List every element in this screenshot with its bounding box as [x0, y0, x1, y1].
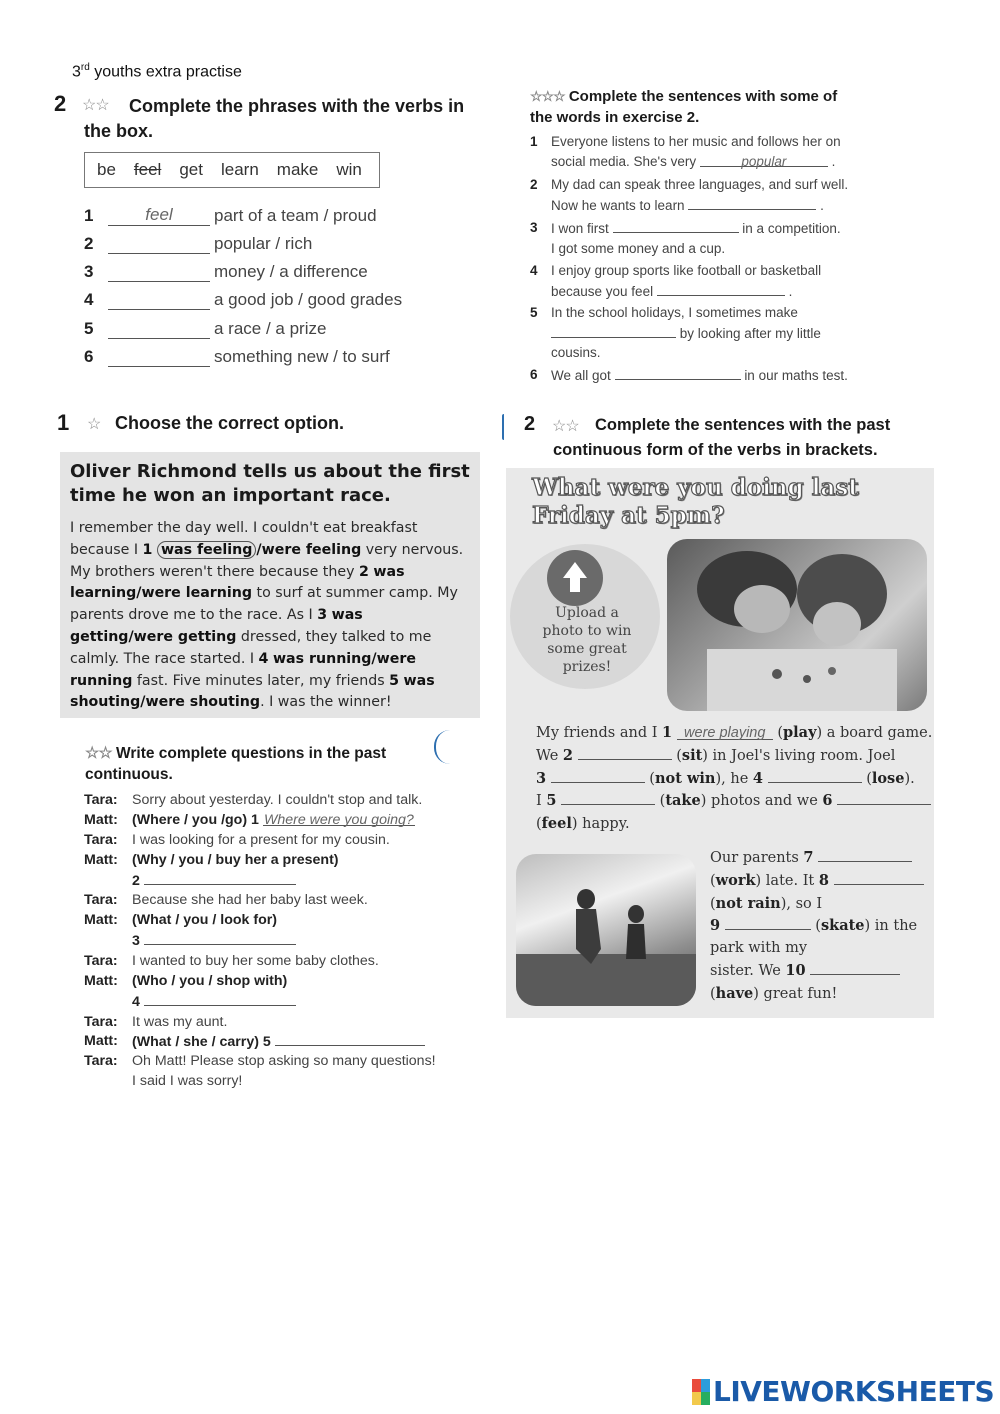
- difficulty-stars-icon: ☆☆☆: [530, 88, 565, 104]
- word-used: feel: [133, 160, 162, 179]
- board-game-photo: [667, 539, 927, 711]
- answer-field[interactable]: feel: [108, 206, 210, 226]
- answer-field[interactable]: Where were you going?: [263, 812, 414, 828]
- answer-field[interactable]: [144, 930, 296, 945]
- exercise-write-questions: [80, 735, 450, 1100]
- answer-field[interactable]: [108, 319, 210, 339]
- difficulty-stars-icon: ☆☆: [85, 745, 112, 762]
- divider: [434, 730, 452, 764]
- dialogue-line: Tara: I was looking for a present for my cousin.: [84, 832, 390, 848]
- story-text: I remember the day well. I couldn't eat breakfast because I 1 was feeling /were feeling very nervous. My brothers weren't there because they 2 was learning/were learning to surf at summer camp. My parents drove me to the race. As I 3 was getting/were getting dressed, they talked to me calmly. The race started. I 4 was running/were running fast. Five minutes later, my friends 5 was shouting/were shouting. I was the winner!: [70, 520, 464, 711]
- instruction: ☆☆ Write complete questions in the past: [85, 745, 387, 762]
- answer-field[interactable]: [275, 1031, 425, 1046]
- exercise-number: 2: [524, 413, 536, 435]
- banner-title: What were you doing last Friday at 5pm?: [532, 474, 859, 529]
- answer-field[interactable]: [818, 847, 912, 862]
- gap-text-2: Our parents 7 (work) late. It 8 (not rain), so I 9 (skate) in the park with my sister. We 10 (have) great fun!: [710, 847, 930, 1006]
- dialogue-line: Tara: I wanted to buy her some baby clothes.: [84, 953, 379, 969]
- story-box: [60, 452, 480, 718]
- answer-field[interactable]: [615, 365, 741, 380]
- dialogue-line: Tara: Because she had her baby last week.: [84, 892, 368, 908]
- difficulty-star-icon: ☆: [87, 416, 101, 433]
- word: get: [179, 160, 203, 179]
- option[interactable]: was learning/were learning: [70, 563, 405, 602]
- option[interactable]: were feeling: [261, 541, 362, 558]
- dialogue-line: Matt: (What / you / look for) 3: [84, 910, 454, 951]
- answer-field[interactable]: [613, 218, 739, 233]
- word: win: [336, 160, 362, 179]
- verb-word-box: [84, 152, 380, 188]
- answer-field[interactable]: [108, 347, 210, 367]
- difficulty-stars-icon: ☆☆: [82, 97, 109, 114]
- option[interactable]: was running/were running: [70, 650, 416, 689]
- answer-field[interactable]: [768, 768, 862, 783]
- upload-arrow-icon: [547, 550, 603, 606]
- list-item: 1 feel part of a team / proud: [84, 205, 377, 225]
- list-item: 3 I won first in a competition. I got some money and a cup.: [530, 220, 841, 256]
- answer-field[interactable]: [108, 234, 210, 254]
- list-item: 4 a good job / good grades: [84, 290, 403, 309]
- divider: [502, 414, 506, 440]
- answer-field[interactable]: [551, 768, 645, 783]
- answer-field[interactable]: popular: [700, 152, 828, 167]
- word: be: [97, 160, 116, 179]
- list-item: 5 In the school holidays, I sometimes make by looking after my little cousins.: [530, 305, 821, 360]
- page-title: 3rd youths extra practise: [72, 62, 242, 81]
- dialogue-line: Tara: Oh Matt! Please stop asking so many questions! I said I was sorry!: [84, 1053, 436, 1090]
- answer-field[interactable]: [834, 870, 924, 885]
- option[interactable]: was getting/were getting: [70, 607, 363, 645]
- instruction: Choose the correct option.: [115, 413, 345, 433]
- exercise-number: 1: [57, 410, 70, 435]
- word: make: [276, 160, 319, 179]
- list-item: 2 popular / rich: [84, 234, 313, 253]
- difficulty-stars-icon: ☆☆: [552, 418, 579, 435]
- answer-field[interactable]: [837, 790, 931, 805]
- instruction: ☆☆☆ Complete the sentences with some of: [530, 88, 838, 105]
- answer-field[interactable]: [578, 745, 672, 760]
- exercise-complete-sentences: [527, 84, 867, 384]
- exercise-number: 2: [54, 91, 67, 116]
- liveworksheets-logo: [692, 1375, 994, 1408]
- skating-photo: [516, 854, 696, 1006]
- list-item: 5 a race / a prize: [84, 319, 327, 338]
- option-selected[interactable]: was feeling: [157, 541, 256, 559]
- answer-field[interactable]: were playing: [677, 723, 773, 740]
- list-item: 6 We all got in our maths test.: [530, 367, 848, 383]
- answer-field[interactable]: [561, 790, 655, 805]
- list-item: 3 money / a difference: [84, 262, 368, 281]
- dialogue-line: Tara: Sorry about yesterday. I couldn't stop and talk.: [84, 792, 423, 808]
- instruction-cont: continuous form of the verbs in brackets.: [553, 441, 878, 459]
- answer-field[interactable]: [657, 281, 785, 296]
- answer-field[interactable]: [810, 960, 900, 975]
- bubble-text: Upload a photo to win some great prizes!: [542, 605, 632, 675]
- logo-text: LIVEWORKSHEETS: [713, 1375, 995, 1408]
- answer-field[interactable]: [688, 195, 816, 210]
- exercise-verbs-box: [48, 85, 478, 375]
- option[interactable]: was shouting/were shouting: [70, 672, 435, 711]
- dialogue-line: Matt: (What / she / carry) 5: [84, 1031, 454, 1052]
- word: learn: [220, 160, 259, 179]
- instruction-cont: the box.: [84, 121, 154, 141]
- instruction-cont: continuous.: [85, 766, 173, 783]
- dialogue-line: Matt: (Who / you / shop with) 4: [84, 971, 454, 1012]
- instruction: Complete the sentences with the past: [595, 416, 891, 434]
- list-item: 4 I enjoy group sports like football or basketball because you feel .: [530, 263, 822, 299]
- instruction-cont: the words in exercise 2.: [530, 109, 700, 126]
- logo-icon: [692, 1379, 710, 1405]
- list-item: 1 Everyone listens to her music and follows her on social media. She's very popular .: [530, 134, 841, 169]
- answer-field[interactable]: [551, 323, 676, 338]
- gap-text: My friends and I 1 were playing (play) a board game. We 2 (sit) in Joel's living room. Joel 3 (not win), he 4 (lose). I 5 (take) photos and we 6 (feel) happy.: [536, 724, 933, 833]
- exercise-past-continuous: [502, 404, 934, 1019]
- story-title: Oliver Richmond tells us about the first time he won an important race.: [70, 461, 470, 506]
- dialogue-line: Matt: (Where / you /go) 1 Where were you going?: [84, 812, 414, 828]
- answer-field[interactable]: [108, 262, 210, 282]
- answer-field[interactable]: [144, 991, 296, 1006]
- answer-field[interactable]: [108, 290, 210, 310]
- instruction: Complete the phrases with the verbs in: [129, 96, 465, 116]
- dialogue-line: Matt: (Why / you / buy her a present) 2: [84, 852, 339, 890]
- answer-field[interactable]: [144, 870, 296, 885]
- list-item: 6 something new / to surf: [84, 347, 390, 366]
- list-item: 2 My dad can speak three languages, and surf well. Now he wants to learn .: [530, 177, 849, 213]
- dialogue-line: Tara: It was my aunt.: [84, 1014, 228, 1030]
- exercise-choose-option: [40, 400, 482, 720]
- answer-field[interactable]: [725, 915, 811, 930]
